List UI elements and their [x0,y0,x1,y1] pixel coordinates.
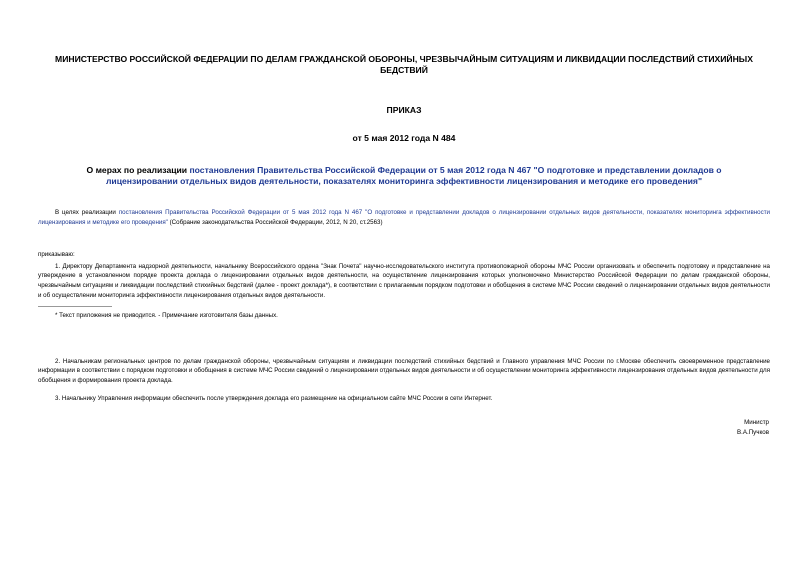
signature-name: В.А.Пучков [737,429,769,436]
order-date: от 5 мая 2012 года N 484 [352,133,456,143]
document-body [38,54,770,403]
preamble-suffix: (Собрание законодательства Российской Федерации, 2012, N 20, ст.2563) [167,218,383,226]
ordered-word: приказываю: [38,251,75,259]
signature-block [737,418,769,438]
subject-resolution-link[interactable]: постановления Правительства Российской Федерации от 5 мая 2012 года N 467 "О подготовке и представлении докладов о лицензировании отдельных видов деятельности, показателях мониторинга эффективности лицензирования и методике его проведения" [105,165,722,186]
preamble-paragraph [38,208,770,227]
order-item-2: 2. Начальникам региональных центров по делам гражданской обороны, чрезвычайным ситуациям и ликвидации последствий стихийных бедствий и Главного управления МЧС России по г.Москве обеспечить своевременное представление информации в соответствии с порядком подготовки и обобщения в системе МЧС России сведений о лицензировании отдельных видов деятельности и об осуществлении мониторинга эффективности лицензирования отдельных видов деятельности для обобщения и формирования проекта доклада. [38,357,770,384]
footnote-divider [38,306,112,307]
ministry-header: МИНИСТЕРСТВО РОССИЙСКОЙ ФЕДЕРАЦИИ ПО ДЕЛАМ ГРАЖДАНСКОЙ ОБОРОНЫ, ЧРЕЗВЫЧАЙНЫМ СИТУАЦИЯМ И ЛИКВИДАЦИИ ПОСЛЕДСТВИЙ СТИХИЙНЫХ БЕДСТВИЙ [55,54,753,75]
subject-prefix: О мерах по реализации [86,165,190,175]
order-item-3: 3. Начальнику Управления информации обеспечить после утверждения доклада его размещение на официальном сайте МЧС России в сети Интернет. [55,394,493,402]
footnote: * Текст приложения не приводится. - Примечание изготовителя базы данных. [55,312,278,320]
order-title: ПРИКАЗ [386,105,422,115]
preamble-resolution-link[interactable]: постановления Правительства Российской Федерации от 5 мая 2012 года N 467 "О подготовке и представлении докладов о лицензировании отдельных видов деятельности, показателях мониторинга эффективности лицензирования и методике его проведения" [38,209,770,226]
order-subject [38,165,770,187]
signature-title: Министр [744,419,769,426]
preamble-prefix: В целях реализации [55,209,119,216]
order-item-1: 1. Директору Департамента надзорной деятельности, начальнику Всероссийского ордена "Знак Почета" научно-исследовательского института противопожарной обороны МЧС России организовать и обеспечить подготовку и представление на утверждение в установленном порядке проекта доклада о лицензировании отдельных видов деятельности, на осуществление лицензирования которых уполномочено Министерство Российской Федерации по делам гражданской обороны, чрезвычайным ситуациям и ликвидации последствий стихийных бедствий (далее - проект доклада*), в соответствии с прилагаемым порядком подготовки и обобщения в системе МЧС России сведений о лицензировании отдельных видов деятельности и об осуществлении мониторинга эффективности лицензирования отдельных видов деятельности. [38,262,770,299]
